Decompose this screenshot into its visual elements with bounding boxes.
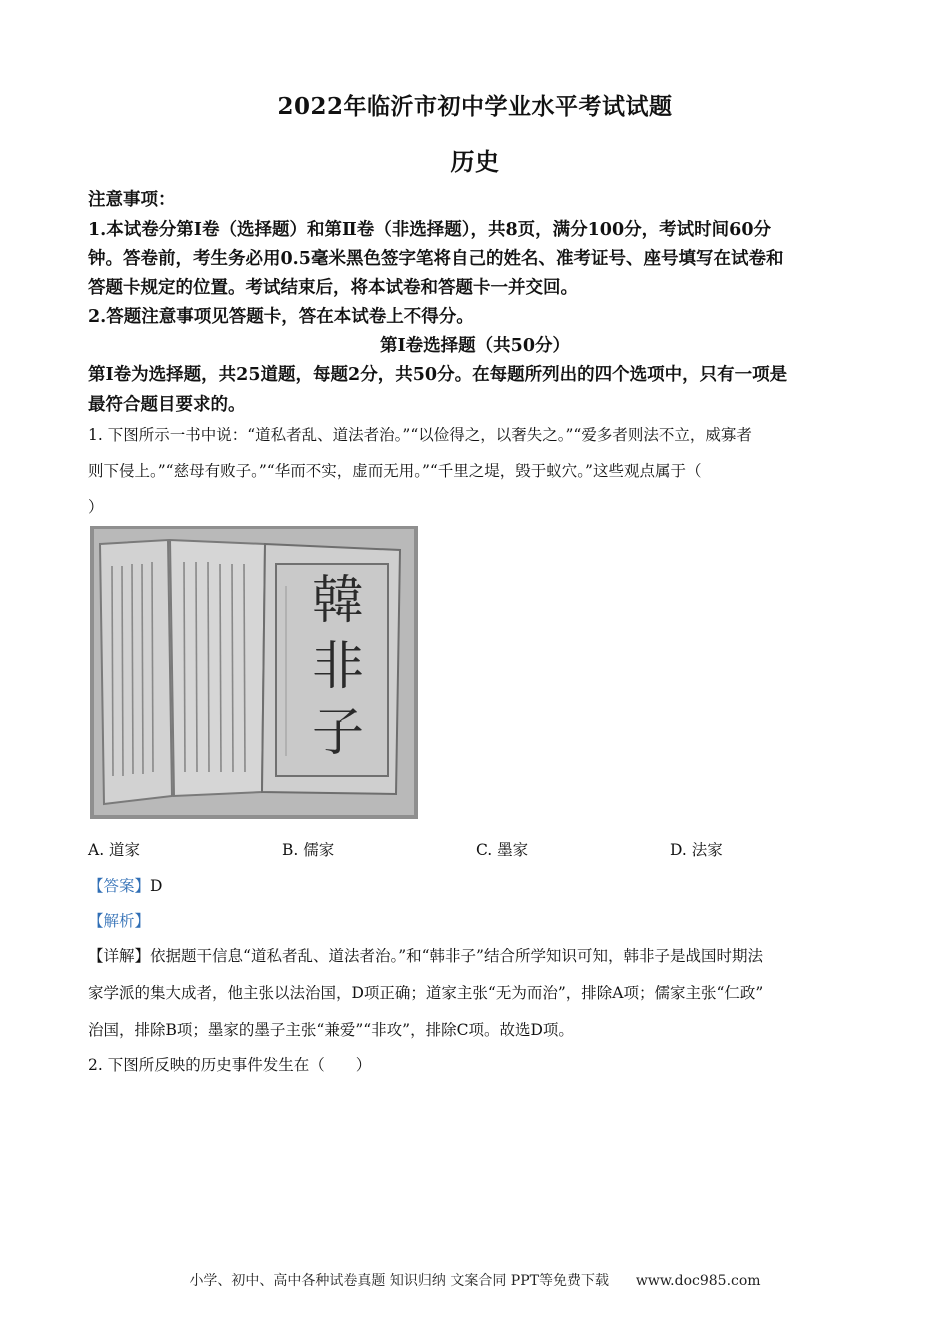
section-intro: 第Ⅰ卷为选择题，共25道题，每题2分，共50分。在每题所列出的四个选项中，只有一项是 [88, 365, 788, 385]
section-title: 第Ⅰ卷选择题（共50分） [379, 336, 571, 356]
book-photo [90, 526, 418, 819]
svg-text:非: 非 [311, 637, 365, 697]
detail-text: 依据题干信息“道私者乱、道法者治。”和“韩非子”结合所学知识可知，韩非子是战国时期法 [150, 947, 763, 965]
q1-stem-line: 1. 下图所示一书中说：“道私者乱、道法者治。”“以俭得之，以奢失之。”“爱多者则法不立，威寡者 [88, 426, 752, 444]
notice-line: 1.本试卷分第Ⅰ卷（选择题）和第Ⅱ卷（非选择题），共8页，满分100分，考试时间60分 [88, 220, 772, 240]
section-intro: 最符合题目要求的。 [88, 395, 246, 415]
svg-text:子: 子 [311, 703, 365, 763]
exam-title: 2022年临沂市初中学业水平考试试题 [277, 93, 673, 120]
answer-line [88, 874, 162, 896]
q1-option-a: A. 道家 [88, 841, 141, 859]
notice-heading: 注意事项： [88, 190, 176, 210]
q1-option-c: C. 墨家 [476, 841, 529, 859]
detail-line: 治国，排除B项；墨家的墨子主张“兼爱”“非攻”，排除C项。故选D项。 [88, 1021, 574, 1039]
answer-label: 【答案】 [88, 877, 151, 895]
analysis-line [88, 909, 150, 931]
svg-text:韓: 韓 [311, 571, 365, 631]
q1-option-d: D. 法家 [670, 841, 723, 859]
detail-line: 家学派的集大成者，他主张以法治国，D项正确；道家主张“无为而治”，排除A项；儒家主张“仁政” [88, 984, 764, 1002]
footer-url[interactable]: www.doc985.com [635, 1273, 761, 1289]
footer-text: 小学、初中、高中各种试卷真题 知识归纳 文案合同 PPT等免费下载 [189, 1273, 609, 1289]
notice-line: 钟。答卷前，考生务必用0.5毫米黑色签字笔将自己的姓名、准考证号、座号填写在试卷和 [88, 249, 784, 269]
analysis-label: 【解析】 [88, 912, 151, 930]
answer-value: D [150, 877, 163, 895]
book-image [90, 526, 418, 819]
notice-line: 答题卡规定的位置。考试结束后，将本试卷和答题卡一并交回。 [88, 278, 578, 298]
notice-line: 2.答题注意事项见答题卡，答在本试卷上不得分。 [88, 307, 474, 327]
q2-stem: 2. 下图所反映的历史事件发生在（ ） [88, 1056, 372, 1074]
detail-label: 【详解】 [88, 947, 151, 965]
subject-title: 历史 [450, 147, 500, 176]
q1-stem-line: 则下侵上。”“慈母有败子。”“华而不实，虚而无用。”“千里之堤，毁于蚁穴。”这些观点属于（ [88, 462, 702, 480]
detail-line [88, 944, 763, 966]
page-footer [0, 1270, 950, 1290]
q1-stem-line: ） [88, 498, 104, 516]
q1-option-b: B. 儒家 [282, 841, 335, 859]
